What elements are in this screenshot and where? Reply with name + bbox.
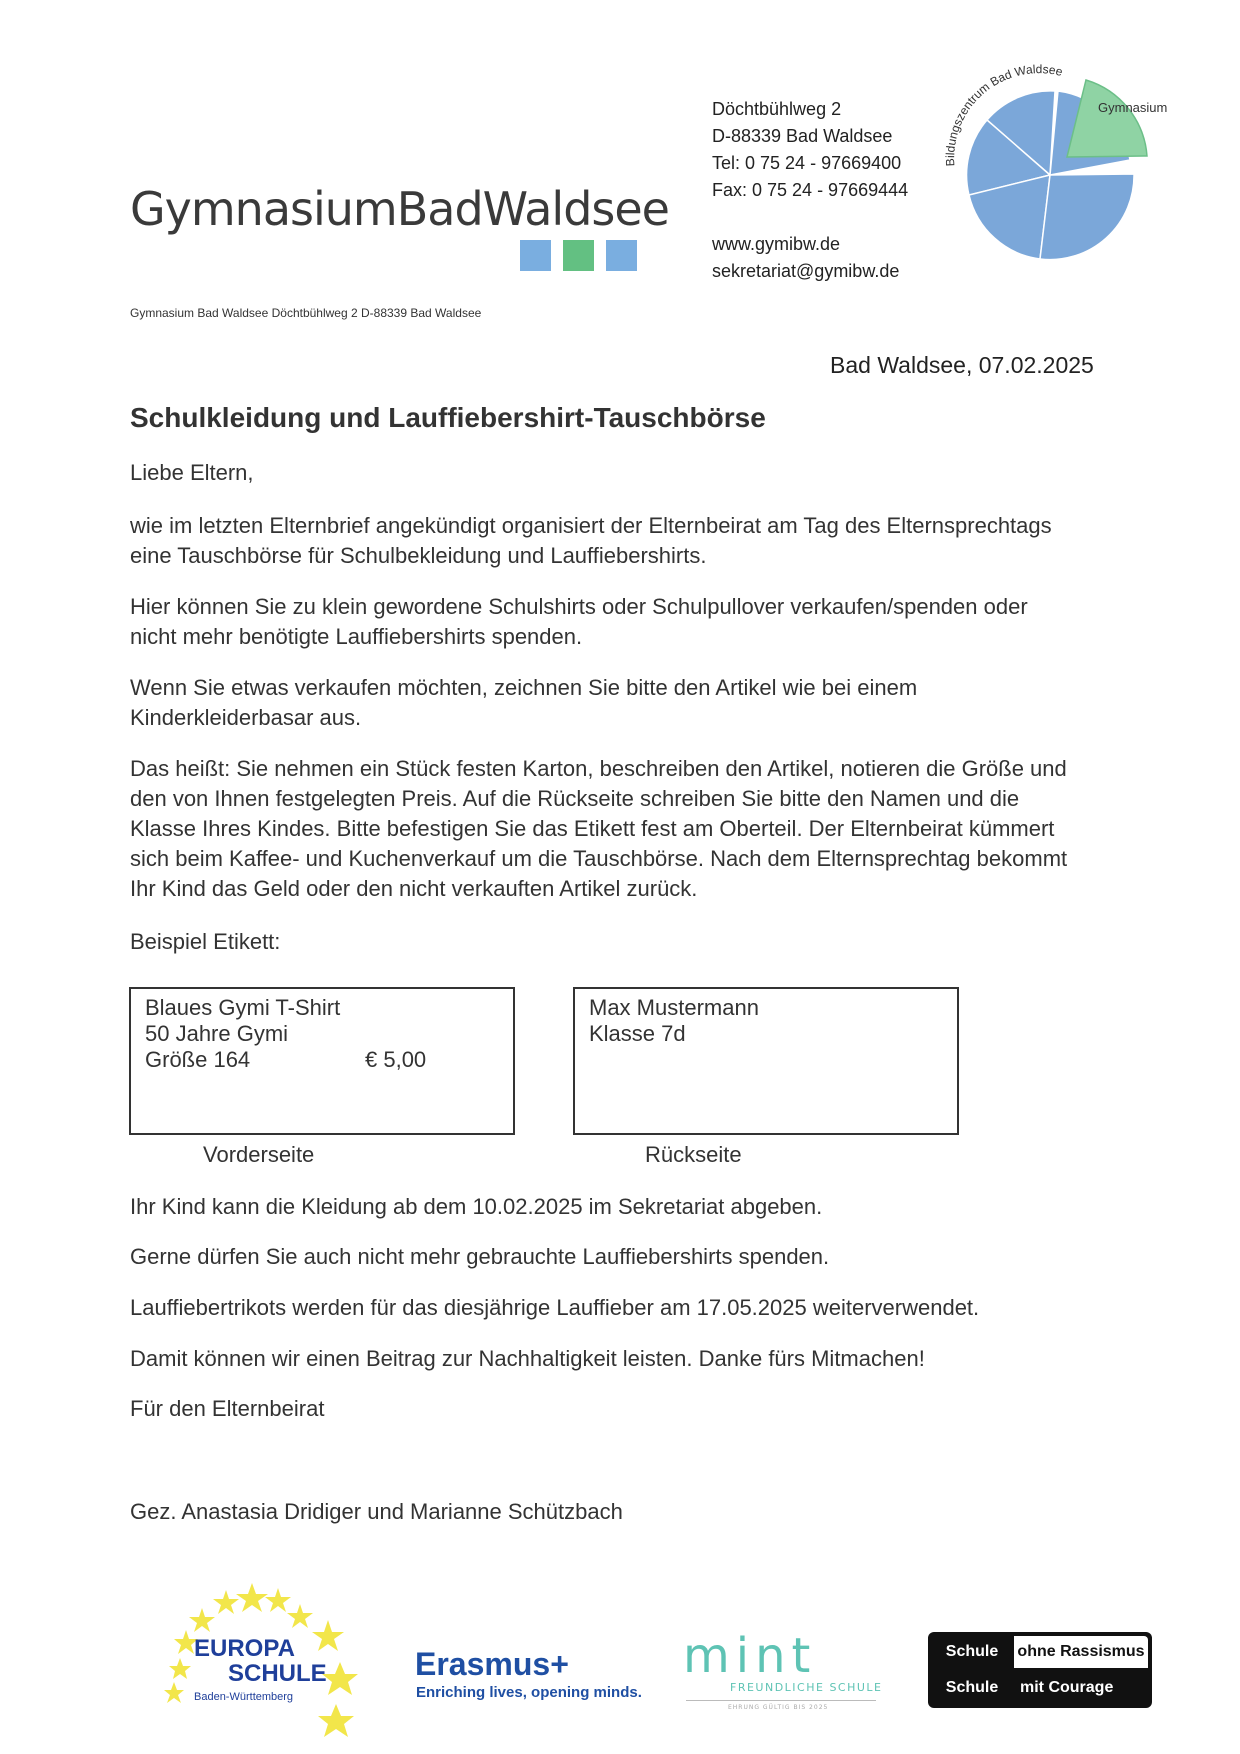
contact-email-link[interactable]: sekretariat@gymibw.de bbox=[712, 261, 900, 281]
paragraph-7: Lauffiebertrikots werden für das diesjährige Lauffieber am 17.05.2025 weiterverwendet. bbox=[130, 1295, 980, 1320]
sor-right2: mit Courage bbox=[1020, 1679, 1114, 1696]
mint-divider bbox=[686, 1700, 876, 1701]
sor-left2: Schule bbox=[945, 1679, 999, 1696]
sor-right1: ohne Rassismus bbox=[1014, 1636, 1148, 1668]
label-front-line1: Blaues Gymi T-Shirt bbox=[145, 995, 341, 1020]
star-icon bbox=[318, 1704, 354, 1737]
return-address: Gymnasium Bad Waldsee Döchtbühlweg 2 D-88339 Bad Waldsee bbox=[130, 306, 482, 320]
pie-slice-gymnasium bbox=[1067, 80, 1147, 157]
paragraph-5: Ihr Kind kann die Kleidung ab dem 10.02.2025 im Sekretariat abgeben. bbox=[130, 1194, 823, 1219]
star-icon bbox=[164, 1682, 184, 1703]
school-name-part2: BadWaldsee bbox=[396, 182, 669, 236]
contact-web-link[interactable]: www.gymibw.de bbox=[712, 234, 841, 254]
contact-fax: Fax: 0 75 24 - 97669444 bbox=[712, 180, 909, 200]
bildungszentrum-emblem bbox=[930, 60, 1190, 270]
letter-title: Schulkleidung und Lauffiebershirt-Tauschbörse bbox=[130, 402, 766, 433]
label-front-price: € 5,00 bbox=[365, 1047, 427, 1072]
star-icon bbox=[169, 1658, 191, 1679]
erasmus-tagline: Enriching lives, opening minds. bbox=[416, 1684, 642, 1701]
label-back-caption: Rückseite bbox=[645, 1142, 742, 1167]
emblem-gymnasium-label: Gymnasium bbox=[1098, 100, 1168, 115]
mint-title: mint bbox=[683, 1628, 817, 1684]
paragraph-4: Das heißt: Sie nehmen ein Stück festen Karton, beschreiben den Artikel, notieren die Größe und den von Ihnen festgelegten Preis. Auf die Rückseite schreiben Sie bitte den Namen und die Klasse Ihres Kindes. Bitte befestigen Sie das Etikett fest am Oberteil. Der Elternbeirat kümmert sich beim Kaffee- und Kuchenverkauf um die Tauschbörse. Nach dem Elternsprechtag bekommt Ihr Kind das Geld oder den nicht verkauften Artikel zurück. bbox=[130, 756, 1068, 901]
label-front-box bbox=[129, 987, 515, 1135]
paragraph-1: wie im letzten Elternbrief angekündigt organisiert der Elternbeirat am Tag des Elternsprechtags eine Tauschbörse für Schulbekleidung und Lauffiebershirts. bbox=[130, 513, 1052, 568]
logo-square-blue-1 bbox=[520, 240, 551, 271]
star-icon bbox=[312, 1620, 344, 1651]
paragraph-3: Wenn Sie etwas verkaufen möchten, zeichnen Sie bitte den Artikel wie bei einem Kinderkleiderbasar aus. bbox=[130, 675, 918, 730]
salutation: Liebe Eltern, bbox=[130, 460, 254, 485]
signoff: Für den Elternbeirat bbox=[130, 1396, 325, 1421]
europa-line2: SCHULE bbox=[228, 1660, 327, 1687]
contact-block bbox=[712, 96, 908, 285]
label-front-size: Größe 164 bbox=[145, 1047, 251, 1072]
paragraph-6: Gerne dürfen Sie auch nicht mehr gebrauchte Lauffiebershirts spenden. bbox=[130, 1244, 830, 1269]
europa-line1: EUROPA bbox=[194, 1635, 295, 1662]
paragraph-2: Hier können Sie zu klein gewordene Schulshirts oder Schulpullover verkaufen/spenden oder nicht mehr benötigte Lauffiebershirts spenden. bbox=[130, 594, 1028, 649]
star-icon bbox=[287, 1604, 313, 1628]
star-icon bbox=[189, 1608, 215, 1632]
sor-left1: Schule bbox=[945, 1643, 999, 1660]
europa-line3: Baden-Württemberg bbox=[194, 1691, 294, 1703]
pie-slice-4 bbox=[1040, 174, 1134, 260]
erasmus-title: Erasmus+ bbox=[415, 1646, 569, 1682]
label-front-line2: 50 Jahre Gymi bbox=[145, 1021, 289, 1046]
label-back-line2: Klasse 7d bbox=[589, 1021, 686, 1046]
star-icon bbox=[213, 1590, 239, 1614]
europa-schule-logo bbox=[160, 1578, 360, 1738]
label-back-line1: Max Mustermann bbox=[589, 995, 759, 1020]
star-icon bbox=[236, 1583, 268, 1612]
sor-smc-logo bbox=[928, 1632, 1152, 1708]
school-logo-wordmark bbox=[130, 182, 669, 236]
example-label: Beispiel Etikett: bbox=[130, 929, 281, 954]
logo-square-blue-2 bbox=[606, 240, 637, 271]
contact-street: Döchtbühlweg 2 bbox=[712, 99, 842, 119]
star-icon bbox=[322, 1662, 358, 1695]
label-back-box bbox=[573, 987, 959, 1135]
signature: Gez. Anastasia Dridiger und Marianne Schützbach bbox=[130, 1499, 623, 1524]
mint-small-text: EHRUNG GÜLTIG BIS 2025 bbox=[728, 1704, 829, 1711]
school-name-part1: Gymnasium bbox=[130, 182, 397, 236]
contact-tel: Tel: 0 75 24 - 97669400 bbox=[712, 153, 902, 173]
paragraph-8: Damit können wir einen Beitrag zur Nachhaltigkeit leisten. Danke fürs Mitmachen! bbox=[130, 1346, 925, 1371]
emblem-arc-text: Bildungszentrum Bad Waldsee bbox=[943, 62, 1065, 167]
contact-city: D-88339 Bad Waldsee bbox=[712, 126, 893, 146]
letter-date: Bad Waldsee, 07.02.2025 bbox=[830, 352, 1094, 378]
logo-square-green bbox=[563, 240, 594, 271]
mint-subtitle: FREUNDLICHE SCHULE bbox=[730, 1681, 883, 1694]
star-icon bbox=[265, 1588, 291, 1612]
label-front-caption: Vorderseite bbox=[203, 1142, 315, 1167]
